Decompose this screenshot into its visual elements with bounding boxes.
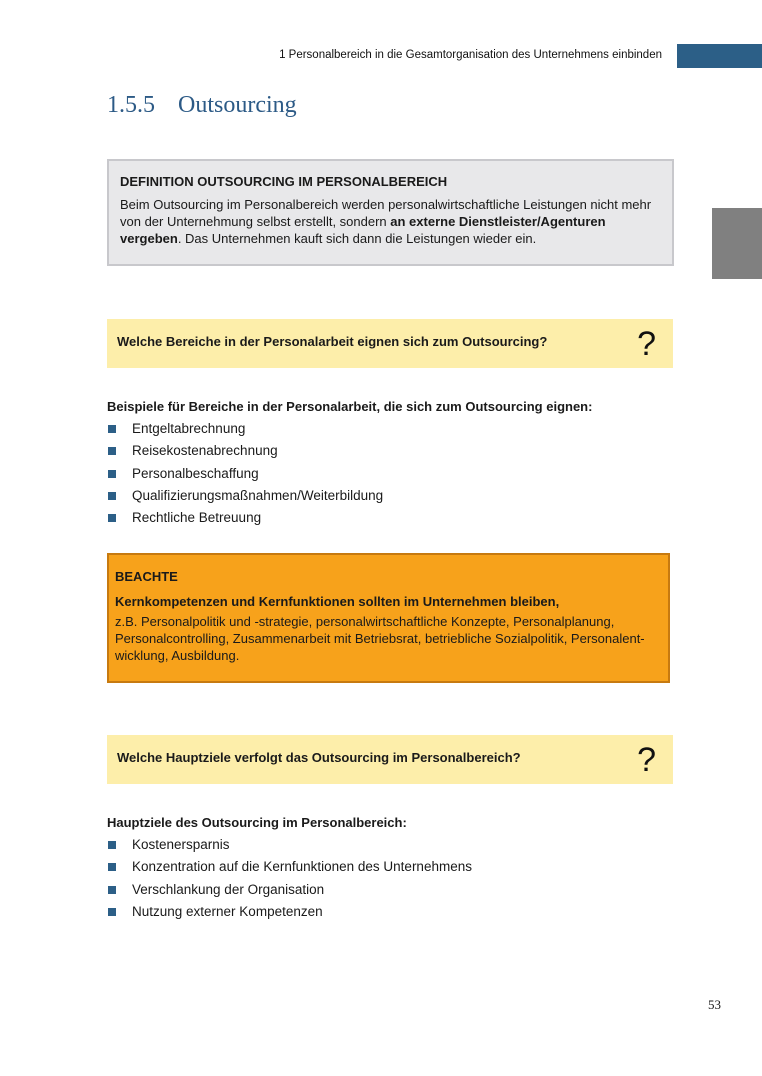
examples-list [107, 418, 667, 529]
definition-title: DEFINITION OUTSOURCING IM PERSONALBEREICH [120, 174, 448, 189]
question-box-1 [107, 319, 673, 368]
goals-heading: Hauptziele des Outsourcing im Personalbereich: [107, 815, 407, 830]
list-item: Reisekostenabrechnung [107, 440, 667, 462]
square-bullet-icon [108, 425, 116, 433]
chapter-side-tab [712, 208, 762, 279]
list-item: Entgeltabrechnung [107, 418, 667, 440]
definition-text-part1: Beim Outsourcing im Personalbereich werden personalwirtschaftliche Leistungen nicht mehr von der Unternehmung selbst erstellt, sondern [120, 197, 652, 229]
note-lead: Kernkompetenzen und Kernfunktionen sollten im Unternehmen bleiben, [115, 594, 560, 609]
header-accent-bar [677, 44, 762, 68]
section-heading [107, 92, 297, 119]
definition-text-bold: an externe Dienstleister/Agenturen vergeben [120, 214, 606, 246]
list-item: Qualifizierungsmaßnahmen/Weiterbildung [107, 485, 667, 507]
examples-section [107, 399, 667, 529]
note-title: BEACHTE [115, 569, 178, 584]
question-mark-icon: ? [637, 325, 656, 363]
goals-section [107, 815, 667, 923]
question-mark-icon: ? [637, 741, 656, 779]
note-box [107, 553, 670, 683]
square-bullet-icon [108, 886, 116, 894]
examples-heading: Beispiele für Bereiche in der Personalarbeit, die sich zum Outsourcing eignen: [107, 399, 593, 414]
square-bullet-icon [108, 841, 116, 849]
running-header: 1 Personalbereich in die Gesamtorganisation des Unternehmens einbinden [279, 49, 662, 61]
section-number: 1.5.5 [107, 92, 155, 118]
square-bullet-icon [108, 863, 116, 871]
definition-text [120, 196, 661, 247]
list-item: Rechtliche Betreuung [107, 507, 667, 529]
list-item: Kostenersparnis [107, 834, 667, 856]
question-text-2: Welche Hauptziele verfolgt das Outsourcing im Personalbereich? [117, 750, 521, 765]
square-bullet-icon [108, 514, 116, 522]
definition-text-part2: . Das Unternehmen kauft sich dann die Leistungen wieder ein. [177, 231, 537, 246]
goals-list [107, 834, 667, 923]
square-bullet-icon [108, 492, 116, 500]
note-text: z.B. Personalpolitik und -strategie, personalwirtschaftliche Konzepte, Personalplanung, Personalcontrolling, Zusammenarbeit mit Betriebsrat, betriebliche Sozialpolitik, Personalent-wicklung, Ausbildung. [115, 614, 645, 663]
square-bullet-icon [108, 908, 116, 916]
list-item: Verschlankung der Organisation [107, 879, 667, 901]
list-item: Personalbeschaffung [107, 463, 667, 485]
square-bullet-icon [108, 470, 116, 478]
question-box-2 [107, 735, 673, 784]
page-number: 53 [708, 997, 721, 1012]
list-item: Konzentration auf die Kernfunktionen des Unternehmens [107, 856, 667, 878]
square-bullet-icon [108, 447, 116, 455]
definition-box [107, 159, 674, 266]
question-text-1: Welche Bereiche in der Personalarbeit eignen sich zum Outsourcing? [117, 334, 548, 349]
list-item: Nutzung externer Kompetenzen [107, 901, 667, 923]
section-title: Outsourcing [178, 92, 297, 118]
